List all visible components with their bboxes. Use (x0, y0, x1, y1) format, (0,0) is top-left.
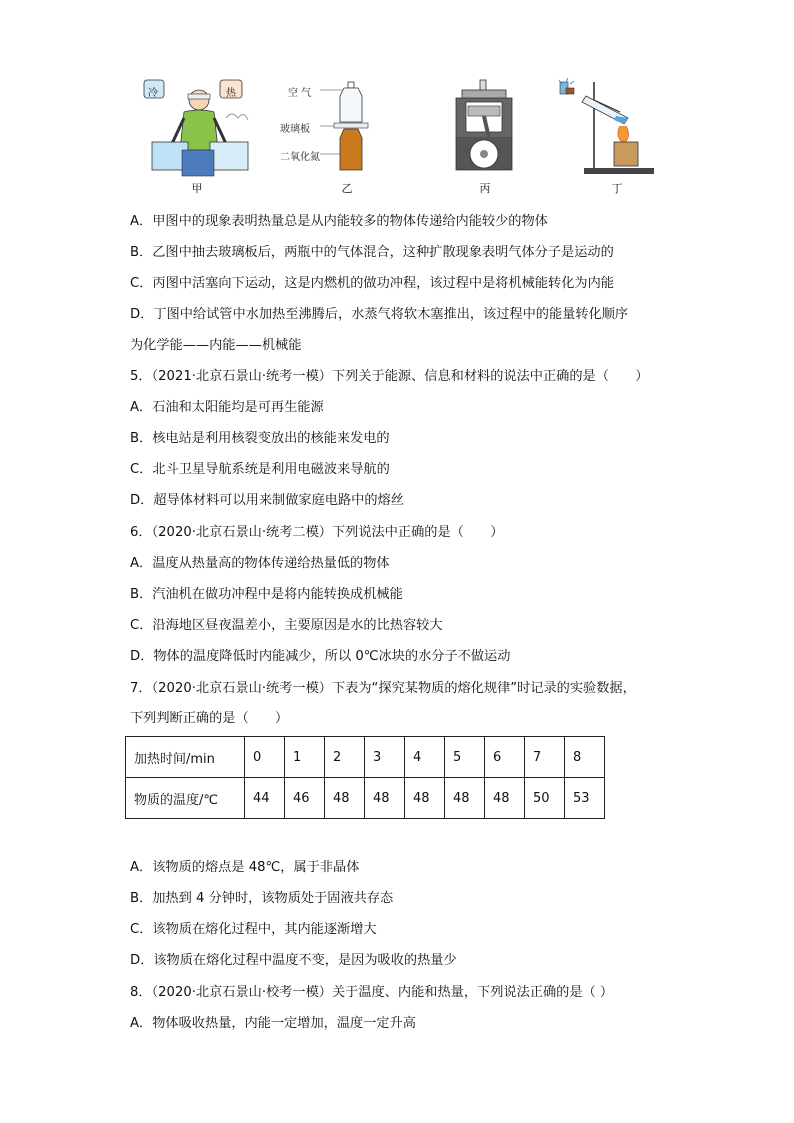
q6-option-d: D．物体的温度降低时内能减少，所以 0℃冰块的水分子不做运动 (130, 649, 511, 664)
figure-bing-label: 丙 (479, 182, 491, 195)
table-cell: 4 (405, 737, 445, 778)
q6-option-b: B．汽油机在做功冲程中是将内能转换成机械能 (130, 587, 403, 602)
q4-option-d-continued: 为化学能——内能——机械能 (130, 338, 302, 353)
figure-ding-label: 丁 (611, 182, 623, 195)
table-cell: 3 (365, 737, 405, 778)
figure-jia (142, 78, 252, 195)
table-cell: 48 (365, 778, 405, 819)
q6-option-c: C．沿海地区昼夜温差小，主要原因是水的比热容较大 (130, 618, 443, 633)
q4-option-c: C．丙图中活塞向下运动，这是内燃机的做功冲程，该过程中是将机械能转化为内能 (130, 276, 614, 291)
q5-stem: 5．（2021·北京石景山·统考一模）下列关于能源、信息和材料的说法中正确的是（ ） (130, 369, 649, 384)
q7-stem-line1: 7．（2020·北京石景山·统考一模）下表为“探究某物质的熔化规律”时记录的实验数据， (130, 681, 636, 696)
glass-plate-label: 玻璃板 (280, 124, 310, 135)
no2-label: 二氧化氮 (280, 152, 320, 163)
table-cell: 48 (445, 778, 485, 819)
figure-ding (558, 78, 658, 195)
hot-label: 热 (226, 88, 236, 99)
table-cell: 50 (525, 778, 565, 819)
q7-option-b: B．加热到 4 分钟时，该物质处于固液共存态 (130, 891, 394, 906)
table-cell: 2 (325, 737, 365, 778)
q8-stem: 8．（2020·北京石景山·校考一模）关于温度、内能和热量，下列说法正确的是（ ） (130, 985, 614, 1000)
q5-option-a: A．石油和太阳能均是可再生能源 (130, 400, 324, 415)
figure-bing-illustration (442, 78, 532, 178)
q5-option-d: D．超导体材料可以用来制做家庭电路中的熔丝 (130, 493, 404, 508)
table-cell: 44 (245, 778, 285, 819)
q6-stem: 6．（2020·北京石景山·统考二模）下列说法中正确的是（ ） (130, 525, 504, 540)
table-cell: 48 (405, 778, 445, 819)
table-row-temperature (126, 778, 605, 819)
table-cell: 46 (285, 778, 325, 819)
table-cell: 8 (565, 737, 605, 778)
q7-option-a: A．该物质的熔点是 48℃，属于非晶体 (130, 860, 360, 875)
table-header-temperature: 物质的温度/℃ (126, 778, 245, 819)
table-cell: 0 (245, 737, 285, 778)
q7-data-table (125, 736, 605, 819)
table-cell: 6 (485, 737, 525, 778)
q8-option-a: A．物体吸收热量，内能一定增加，温度一定升高 (130, 1016, 416, 1031)
table-cell: 1 (285, 737, 325, 778)
air-label: 空 气 (288, 88, 312, 99)
table-cell: 48 (485, 778, 525, 819)
q7-option-c: C．该物质在熔化过程中，其内能逐渐增大 (130, 922, 377, 937)
table-cell: 5 (445, 737, 485, 778)
figures-row (130, 78, 670, 200)
figure-yi-label: 乙 (341, 182, 353, 195)
q4-option-d: D．丁图中给试管中水加热至沸腾后，水蒸气将软木塞推出，该过程中的能量转化顺序 (130, 307, 629, 322)
table-cell: 48 (325, 778, 365, 819)
figure-ding-illustration (558, 78, 658, 178)
cold-label: 冷 (148, 88, 158, 99)
table-header-time: 加热时间/min (126, 737, 245, 778)
figure-yi-illustration (320, 78, 430, 178)
table-cell: 7 (525, 737, 565, 778)
q4-option-a: A．甲图中的现象表明热量总是从内能较多的物体传递给内能较少的物体 (130, 214, 548, 229)
q5-option-c: C．北斗卫星导航系统是利用电磁波来导航的 (130, 462, 390, 477)
q7-option-d: D．该物质在熔化过程中温度不变，是因为吸收的热量少 (130, 953, 457, 968)
q6-option-a: A．温度从热量高的物体传递给热量低的物体 (130, 556, 390, 571)
figure-bing (442, 78, 532, 195)
q7-stem-line2: 下列判断正确的是（ ） (130, 711, 289, 726)
table-cell: 53 (565, 778, 605, 819)
q5-option-b: B．核电站是利用核裂变放出的核能来发电的 (130, 431, 390, 446)
figure-jia-label: 甲 (191, 182, 203, 195)
q4-option-b: B．乙图中抽去玻璃板后，两瓶中的气体混合，这种扩散现象表明气体分子是运动的 (130, 245, 614, 260)
table-row-time (126, 737, 605, 778)
